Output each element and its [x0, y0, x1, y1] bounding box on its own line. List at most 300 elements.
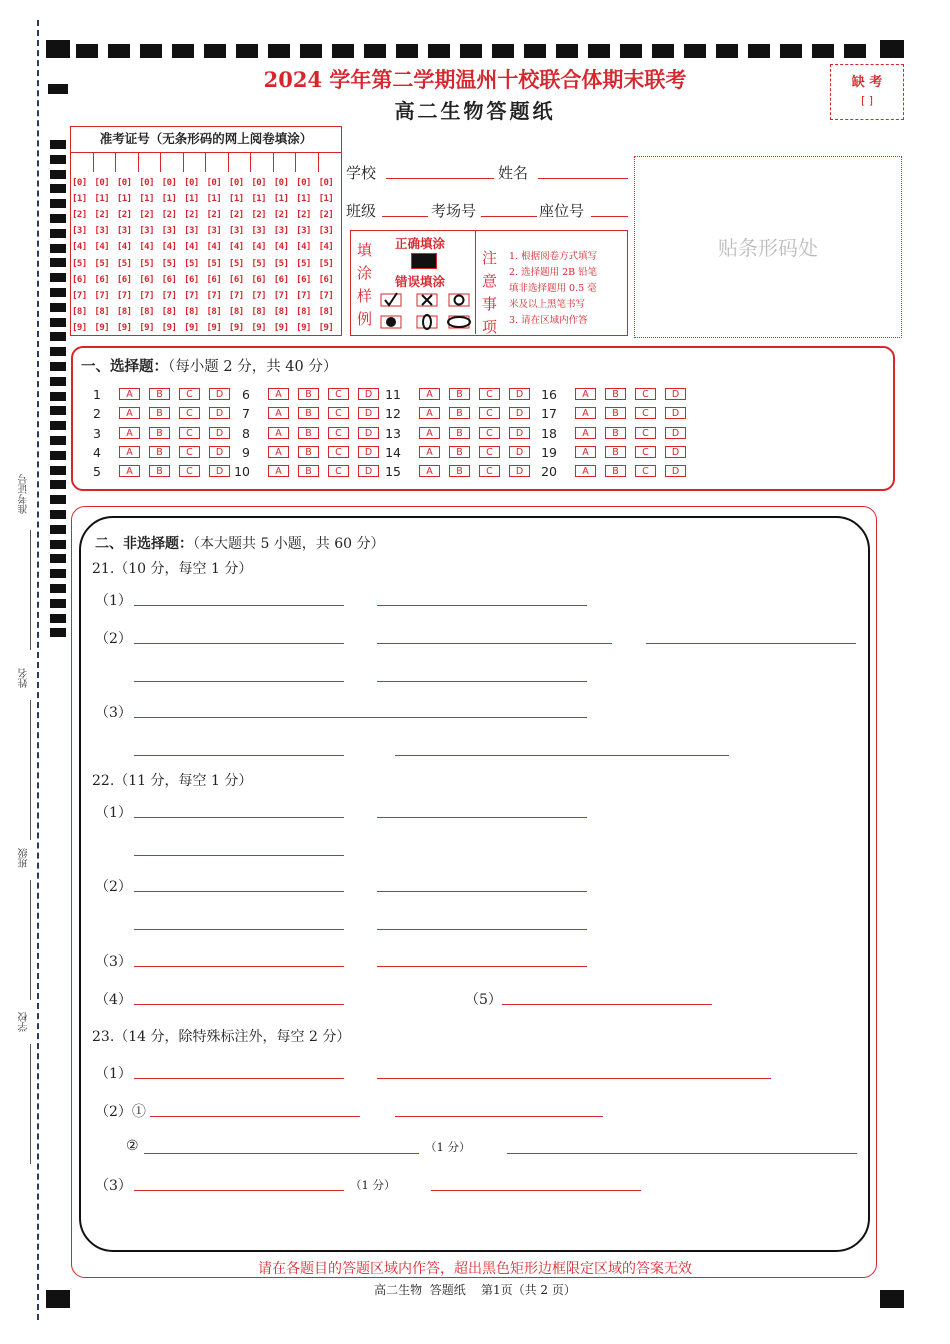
id-digit-bubble[interactable]: [4]	[184, 242, 199, 253]
timing-mark	[50, 466, 66, 475]
sheet-subtitle: 高二生物答题纸	[394, 99, 556, 123]
fill-guide	[350, 230, 628, 336]
id-digit-bubble[interactable]: [4]	[94, 242, 110, 253]
choice-option-bubble[interactable]: D	[209, 446, 230, 458]
choice-option-bubble[interactable]: B	[298, 465, 319, 477]
id-digit-bubble[interactable]: [4]	[116, 242, 132, 253]
id-digit-bubble[interactable]: [1]	[161, 194, 177, 205]
timing-mark	[50, 451, 66, 460]
part-label: ②	[126, 1138, 139, 1154]
id-digit-bubble[interactable]: [9]	[273, 322, 289, 333]
timing-mark	[50, 244, 66, 253]
choice-option-bubble[interactable]: A	[268, 388, 289, 400]
answer-line[interactable]	[377, 929, 587, 930]
choice-option-bubble[interactable]: D	[509, 446, 530, 458]
answer-line[interactable]	[134, 681, 344, 682]
id-digit-bubble[interactable]: [9]	[184, 322, 199, 333]
choice-option-bubble[interactable]: D	[209, 427, 230, 439]
choice-option-bubble[interactable]: B	[605, 427, 626, 439]
id-digit-bubble[interactable]: [3]	[273, 226, 289, 237]
choice-option-bubble[interactable]: C	[328, 388, 349, 400]
choice-option-bubble[interactable]: C	[328, 465, 349, 477]
id-digit-bubble[interactable]: [8]	[273, 306, 289, 317]
choice-option-bubble[interactable]: D	[665, 388, 686, 400]
choice-option-bubble[interactable]: D	[509, 407, 530, 419]
side-label-school: 学校	[19, 1012, 30, 1032]
id-digit-bubble[interactable]: [5]	[273, 258, 289, 269]
school-label: 学校	[346, 164, 377, 182]
timing-mark	[50, 362, 66, 371]
choice-option-bubble[interactable]: B	[298, 388, 319, 400]
answer-line[interactable]	[646, 643, 856, 644]
choice-option-bubble[interactable]: D	[665, 407, 686, 419]
id-digit-bubble[interactable]: [3]	[318, 226, 334, 237]
choice-option-bubble[interactable]: A	[575, 446, 596, 458]
id-digit-bubble[interactable]: [9]	[251, 322, 267, 333]
id-digit-bubble[interactable]: [0]	[116, 178, 132, 188]
correct-fill-label: 正确填涂	[395, 236, 446, 251]
id-digit-bubble[interactable]: [3]	[94, 226, 110, 237]
choice-option-bubble[interactable]: B	[149, 427, 170, 439]
choice-option-bubble[interactable]: B	[149, 407, 170, 419]
answer-line[interactable]	[395, 1116, 603, 1117]
id-digit-bubble[interactable]: [0]	[139, 178, 155, 188]
choice-option-bubble[interactable]: D	[209, 407, 230, 419]
id-digit-bubble[interactable]: [4]	[296, 242, 311, 253]
choice-question-number: 1	[93, 387, 101, 402]
id-digit-bubble[interactable]: [1]	[116, 194, 132, 205]
id-digit-bubble[interactable]: [3]	[72, 226, 87, 237]
id-digit-bubble[interactable]: [0]	[161, 178, 177, 188]
id-digit-bubble[interactable]: [0]	[251, 178, 267, 188]
choice-option-bubble[interactable]: A	[419, 388, 440, 400]
id-digit-bubble[interactable]: [8]	[161, 306, 177, 317]
choice-option-bubble[interactable]: A	[575, 407, 596, 419]
timing-mark	[50, 510, 66, 519]
id-digit-bubble[interactable]: [1]	[296, 194, 311, 205]
choice-option-bubble[interactable]: D	[358, 407, 379, 419]
timing-mark	[50, 628, 66, 637]
choice-note: （每小题 2 分，共 40 分）	[168, 359, 338, 375]
choice-option-bubble[interactable]: A	[119, 407, 140, 419]
id-digit-bubble[interactable]: [9]	[116, 322, 132, 333]
answer-line[interactable]	[134, 755, 344, 756]
choice-option-bubble[interactable]: C	[635, 407, 656, 419]
choice-option-bubble[interactable]: A	[575, 388, 596, 400]
id-digit-bubble[interactable]: [5]	[184, 258, 199, 269]
id-digit-bubble[interactable]: [2]	[72, 210, 87, 221]
id-digit-bubble[interactable]: [5]	[296, 258, 311, 269]
id-digit-bubble[interactable]: [5]	[251, 258, 267, 269]
id-digit-bubble[interactable]: [7]	[94, 290, 110, 301]
note-item: 1. 根据阅卷方式填写	[509, 251, 598, 262]
id-digit-bubble[interactable]: [2]	[139, 210, 155, 221]
answer-line[interactable]	[377, 605, 587, 606]
choice-option-bubble[interactable]: B	[449, 427, 470, 439]
timing-mark	[50, 288, 66, 297]
choice-option-bubble[interactable]: C	[479, 446, 500, 458]
choice-option-bubble[interactable]: A	[268, 427, 289, 439]
exam-title: 2024 学年第二学期温州十校联合体期末联考	[263, 67, 687, 92]
choice-option-bubble[interactable]: D	[665, 465, 686, 477]
id-digit-bubble[interactable]: [7]	[72, 290, 87, 301]
choice-option-bubble[interactable]: C	[635, 388, 656, 400]
choice-option-bubble[interactable]: B	[449, 446, 470, 458]
choice-option-bubble[interactable]: C	[479, 427, 500, 439]
id-digit-bubble[interactable]: [1]	[228, 194, 244, 205]
timing-mark	[50, 303, 66, 312]
choice-option-bubble[interactable]: D	[358, 388, 379, 400]
answer-line[interactable]	[377, 681, 587, 682]
id-digit-bubble[interactable]: [4]	[318, 242, 334, 253]
choice-option-bubble[interactable]: D	[665, 427, 686, 439]
choice-option-bubble[interactable]: B	[298, 446, 319, 458]
choice-option-bubble[interactable]: A	[268, 407, 289, 419]
footer-warning: 请在各题目的答题区域内作答，超出黑色矩形边框限定区域的答案无效	[258, 1261, 692, 1277]
choice-option-bubble[interactable]: D	[209, 465, 230, 477]
id-digit-bubble[interactable]: [5]	[161, 258, 177, 269]
id-digit-bubble[interactable]: [6]	[184, 274, 199, 285]
id-digit-bubble[interactable]: [5]	[116, 258, 132, 269]
answer-line[interactable]	[134, 891, 344, 892]
id-digit-bubble[interactable]: [3]	[184, 226, 199, 237]
id-digit-bubble[interactable]: [0]	[318, 178, 334, 188]
choice-option-bubble[interactable]: C	[635, 427, 656, 439]
id-digit-bubble[interactable]: [2]	[94, 210, 110, 221]
id-digit-bubble[interactable]: [8]	[139, 306, 155, 317]
id-digit-bubble[interactable]: [9]	[72, 322, 87, 333]
answer-line[interactable]	[377, 643, 612, 644]
timing-mark	[50, 540, 66, 549]
choice-option-bubble[interactable]: D	[358, 427, 379, 439]
timing-mark	[50, 599, 66, 608]
id-digit-bubble[interactable]: [7]	[139, 290, 155, 301]
choice-option-bubble[interactable]: D	[509, 465, 530, 477]
choice-option-bubble[interactable]: A	[119, 388, 140, 400]
choice-option-bubble[interactable]: B	[298, 427, 319, 439]
choice-question-number: 13	[385, 425, 401, 441]
id-digit-bubble[interactable]: [7]	[251, 290, 267, 301]
free-response-answer-frame	[79, 516, 870, 1252]
barcode-area: 贴条形码处	[634, 156, 902, 338]
answer-line[interactable]	[377, 966, 587, 967]
id-digit-bubble[interactable]: [8]	[72, 306, 87, 317]
choice-option-bubble[interactable]: D	[665, 446, 686, 458]
answer-line[interactable]	[507, 1153, 857, 1154]
free-response-title	[95, 533, 385, 553]
choice-option-bubble[interactable]: B	[449, 388, 470, 400]
timing-mark	[50, 318, 66, 327]
part-label: （3）	[95, 705, 132, 721]
school-field[interactable]	[386, 178, 494, 179]
id-digit-bubble[interactable]: [6]	[72, 274, 87, 285]
choice-option-bubble[interactable]: C	[179, 427, 200, 439]
choice-option-bubble[interactable]: A	[419, 427, 440, 439]
part-label: （2）	[95, 879, 132, 895]
id-digit-bubble[interactable]: [6]	[296, 274, 311, 285]
choice-option-bubble[interactable]: C	[328, 427, 349, 439]
id-digit-bubble[interactable]: [3]	[296, 226, 311, 237]
choice-option-bubble[interactable]: D	[358, 465, 379, 477]
id-digit-bubble[interactable]: [8]	[184, 306, 199, 317]
id-digit-bubble[interactable]: [8]	[296, 306, 311, 317]
note-item: 2. 选择题用 2B 铅笔	[509, 267, 598, 278]
choice-option-bubble[interactable]: A	[119, 446, 140, 458]
answer-line[interactable]	[134, 855, 344, 856]
choice-option-bubble[interactable]: B	[605, 388, 626, 400]
choice-option-bubble[interactable]: A	[419, 407, 440, 419]
timing-mark	[50, 229, 66, 238]
id-digit-bubble[interactable]: [7]	[184, 290, 199, 301]
id-digit-bubble[interactable]: [1]	[94, 194, 110, 205]
id-digit-bubble[interactable]: [1]	[318, 194, 334, 205]
id-digit-bubble[interactable]: [7]	[228, 290, 244, 301]
id-digit-bubble[interactable]: [7]	[296, 290, 311, 301]
id-digit-bubble[interactable]: [8]	[251, 306, 267, 317]
id-digit-bubble[interactable]: [9]	[206, 322, 222, 333]
id-digit-bubble[interactable]: [6]	[94, 274, 110, 285]
part-label: （3）	[95, 1178, 132, 1194]
side-line	[30, 1044, 31, 1164]
id-digit-bubble[interactable]: [0]	[184, 178, 199, 188]
id-digit-bubble[interactable]: [1]	[251, 194, 267, 205]
side-label-class: 班级	[19, 848, 30, 868]
answer-line[interactable]	[431, 1190, 641, 1191]
timing-mark	[50, 421, 66, 430]
choice-option-bubble[interactable]: A	[575, 465, 596, 477]
room-field[interactable]	[481, 216, 537, 217]
choice-option-bubble[interactable]: B	[149, 465, 170, 477]
answer-line[interactable]	[134, 605, 344, 606]
choice-option-bubble[interactable]: D	[209, 388, 230, 400]
id-digit-bubble[interactable]: [6]	[139, 274, 155, 285]
id-digit-bubble[interactable]: [1]	[206, 194, 222, 205]
id-digit-bubble[interactable]: [0]	[273, 178, 289, 188]
choice-option-bubble[interactable]: A	[268, 446, 289, 458]
id-digit-bubble[interactable]: [8]	[228, 306, 244, 317]
id-digit-bubble[interactable]: [6]	[206, 274, 222, 285]
choice-option-bubble[interactable]: B	[605, 465, 626, 477]
choice-option-bubble[interactable]: B	[605, 446, 626, 458]
answer-line[interactable]	[377, 817, 587, 818]
id-digit-bubble[interactable]: [9]	[296, 322, 311, 333]
answer-line[interactable]	[377, 1078, 771, 1079]
id-digit-bubble[interactable]: [4]	[251, 242, 267, 253]
choice-option-bubble[interactable]: C	[479, 465, 500, 477]
id-digit-bubble[interactable]: [3]	[161, 226, 177, 237]
id-digit-bubble[interactable]: [2]	[273, 210, 289, 221]
choice-option-bubble[interactable]: B	[449, 465, 470, 477]
part-label: （3）	[95, 954, 132, 970]
id-digit-bubble[interactable]: [1]	[184, 194, 199, 205]
notes-list	[509, 249, 597, 329]
answer-line[interactable]	[134, 1004, 344, 1005]
answer-line[interactable]	[134, 1190, 344, 1191]
choice-option-bubble[interactable]: A	[575, 427, 596, 439]
part-label: （1）	[95, 593, 132, 609]
id-digit-bubble[interactable]: [6]	[116, 274, 132, 285]
id-digit-bubble[interactable]: [3]	[251, 226, 267, 237]
choice-option-bubble[interactable]: A	[268, 465, 289, 477]
choice-option-bubble[interactable]: C	[328, 407, 349, 419]
id-digit-bubble[interactable]: [5]	[228, 258, 244, 269]
choice-option-bubble[interactable]: A	[119, 465, 140, 477]
q22-heading: 22.（11 分，每空 1 分）	[92, 773, 253, 789]
id-digit-bubble[interactable]: [8]	[116, 306, 132, 317]
id-digit-bubble[interactable]: [6]	[228, 274, 244, 285]
id-digit-bubble[interactable]: [4]	[273, 242, 289, 253]
id-digit-bubble[interactable]: [2]	[161, 210, 177, 221]
choice-option-bubble[interactable]: C	[479, 407, 500, 419]
answer-line[interactable]	[144, 1153, 419, 1154]
id-digit-bubble[interactable]: [1]	[139, 194, 155, 205]
id-digit-bubble[interactable]: [0]	[94, 178, 110, 188]
id-digit-bubble[interactable]: [8]	[94, 306, 110, 317]
free-note: （本大题共 5 小题，共 60 分）	[193, 536, 385, 552]
id-digit-bubble[interactable]: [9]	[94, 322, 110, 333]
part-label: （1）	[95, 805, 132, 821]
id-digit-bubble[interactable]: [6]	[318, 274, 334, 285]
id-digit-bubble[interactable]: [8]	[206, 306, 222, 317]
answer-line[interactable]	[150, 1116, 360, 1117]
choice-option-bubble[interactable]: A	[419, 465, 440, 477]
id-digit-bubble[interactable]: [5]	[94, 258, 110, 269]
choice-question-number: 10	[234, 464, 250, 480]
id-digit-bubble[interactable]: [4]	[139, 242, 155, 253]
choice-question-number: 17	[541, 406, 557, 422]
id-digit-bubble[interactable]: [3]	[139, 226, 155, 237]
id-digit-bubble[interactable]: [9]	[228, 322, 244, 333]
choice-question-number: 20	[541, 464, 557, 480]
choice-question-number: 7	[242, 406, 250, 422]
id-digit-bubble[interactable]: [4]	[72, 242, 87, 253]
id-digit-bubble[interactable]: [6]	[161, 274, 177, 285]
choice-option-bubble[interactable]: A	[119, 427, 140, 439]
id-digit-bubble[interactable]: [3]	[116, 226, 132, 237]
part-label: （5）	[465, 992, 502, 1008]
id-digit-bubble[interactable]: [3]	[228, 226, 244, 237]
wrong-fill-label: 错误填涂	[395, 274, 446, 289]
choice-option-bubble[interactable]: C	[328, 446, 349, 458]
id-digit-bubble[interactable]: [0]	[296, 178, 311, 188]
id-digit-bubble[interactable]: [5]	[139, 258, 155, 269]
id-digit-bubble[interactable]: [4]	[206, 242, 222, 253]
absent-box[interactable]	[830, 64, 904, 120]
fill-sample-label: 填涂样例	[357, 241, 373, 328]
choice-option-bubble[interactable]: A	[419, 446, 440, 458]
choice-option-bubble[interactable]: C	[635, 465, 656, 477]
timing-mark	[50, 347, 66, 356]
id-digit-bubble[interactable]: [6]	[251, 274, 267, 285]
id-digit-bubble[interactable]: [2]	[184, 210, 199, 221]
id-digit-bubble[interactable]: [4]	[161, 242, 177, 253]
id-digit-bubble[interactable]: [7]	[161, 290, 177, 301]
answer-line[interactable]	[134, 817, 344, 818]
notes-label: 注意事项	[482, 249, 498, 336]
exam-id-grid	[70, 126, 342, 336]
id-digit-bubble[interactable]: [4]	[228, 242, 244, 253]
choice-option-bubble[interactable]: C	[479, 388, 500, 400]
id-digit-bubble[interactable]: [8]	[318, 306, 334, 317]
exam-id-write-cells[interactable]	[71, 152, 340, 172]
side-line	[30, 700, 31, 840]
choice-option-bubble[interactable]: C	[179, 446, 200, 458]
choice-option-bubble[interactable]: B	[605, 407, 626, 419]
choice-option-bubble[interactable]: B	[149, 388, 170, 400]
choice-question-number: 4	[93, 444, 101, 460]
choice-option-bubble[interactable]: C	[179, 407, 200, 419]
timing-mark	[50, 184, 66, 193]
id-digit-bubble[interactable]: [2]	[251, 210, 267, 221]
id-digit-bubble[interactable]: [7]	[273, 290, 289, 301]
timing-mark	[50, 392, 66, 401]
id-digit-bubble[interactable]: [2]	[206, 210, 222, 221]
id-digit-bubble[interactable]: [1]	[72, 194, 87, 205]
choice-option-bubble[interactable]: D	[509, 388, 530, 400]
id-digit-bubble[interactable]: [6]	[273, 274, 289, 285]
answer-line[interactable]	[134, 966, 344, 967]
id-digit-bubble[interactable]: [0]	[72, 178, 87, 188]
choice-option-bubble[interactable]: C	[179, 465, 200, 477]
choice-option-bubble[interactable]: C	[179, 388, 200, 400]
answer-line[interactable]	[134, 1078, 344, 1079]
choice-option-bubble[interactable]: C	[635, 446, 656, 458]
id-digit-bubble[interactable]: [2]	[318, 210, 334, 221]
answer-line[interactable]	[395, 755, 729, 756]
choice-option-bubble[interactable]: B	[298, 407, 319, 419]
id-digit-bubble[interactable]: [2]	[296, 210, 311, 221]
choice-option-bubble[interactable]: B	[149, 446, 170, 458]
id-digit-bubble[interactable]: [7]	[206, 290, 222, 301]
id-digit-bubble[interactable]: [0]	[228, 178, 244, 188]
timing-mark	[50, 436, 66, 445]
id-digit-bubble[interactable]: [2]	[116, 210, 132, 221]
answer-line[interactable]	[134, 717, 587, 718]
id-digit-bubble[interactable]: [2]	[228, 210, 244, 221]
guide-divider	[475, 231, 476, 334]
id-digit-bubble[interactable]: [0]	[206, 178, 222, 188]
choice-question-number: 11	[385, 387, 401, 402]
timing-mark	[50, 140, 66, 149]
timing-mark	[50, 332, 66, 341]
id-digit-bubble[interactable]: [5]	[318, 258, 334, 269]
id-digit-bubble[interactable]: [9]	[161, 322, 177, 333]
seat-field[interactable]	[591, 216, 628, 217]
class-field[interactable]	[382, 216, 428, 217]
answer-line[interactable]	[134, 643, 344, 644]
answer-line[interactable]	[502, 1004, 712, 1005]
id-digit-bubble[interactable]: [5]	[72, 258, 87, 269]
id-digit-bubble[interactable]: [1]	[273, 194, 289, 205]
timing-mark	[50, 258, 66, 267]
id-digit-bubble[interactable]: [5]	[206, 258, 222, 269]
point-note: （1 分）	[425, 1140, 471, 1154]
choice-option-bubble[interactable]: D	[358, 446, 379, 458]
id-digit-bubble[interactable]: [7]	[318, 290, 334, 301]
side-line	[30, 530, 31, 650]
id-digit-bubble[interactable]: [7]	[116, 290, 132, 301]
id-digit-bubble[interactable]: [9]	[139, 322, 155, 333]
id-digit-bubble[interactable]: [9]	[318, 322, 334, 333]
answer-line[interactable]	[377, 891, 587, 892]
answer-line[interactable]	[134, 929, 344, 930]
choice-option-bubble[interactable]: B	[449, 407, 470, 419]
choice-question-number: 15	[385, 464, 401, 480]
choice-option-bubble[interactable]: D	[509, 427, 530, 439]
id-digit-bubble[interactable]: [3]	[206, 226, 222, 237]
name-field[interactable]	[538, 178, 628, 179]
timing-mark	[50, 569, 66, 578]
